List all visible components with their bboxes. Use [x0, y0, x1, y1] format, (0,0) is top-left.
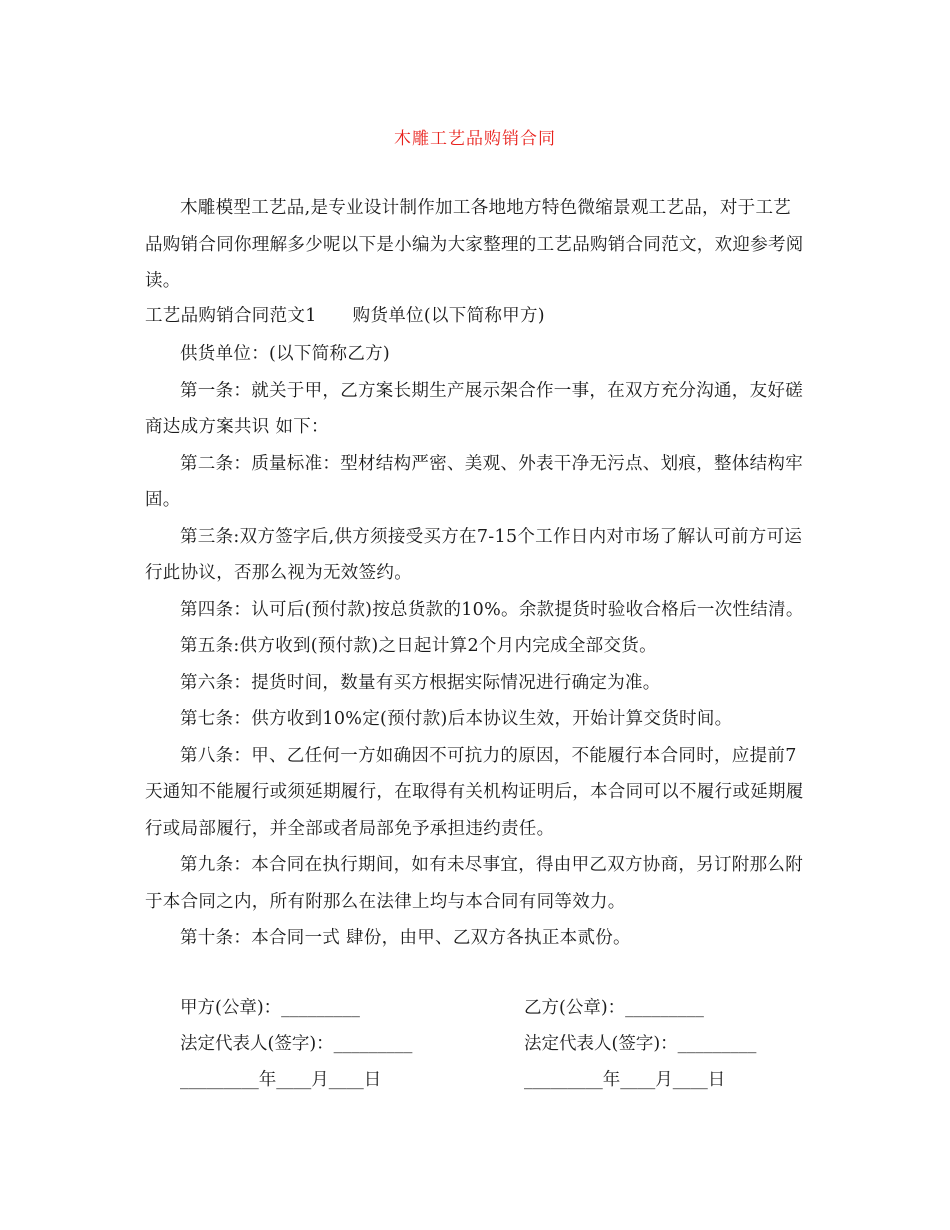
clause-2: 第二条：质量标准：型材结构严密、美观、外表干净无污点、划痕，整体结构牢固。	[145, 453, 803, 510]
sample-title: 工艺品购销合同范文1	[145, 306, 317, 326]
buyer-line: 购货单位(以下简称甲方)	[352, 306, 545, 326]
sample-heading-line	[145, 298, 805, 335]
supplier-line: 供货单位：(以下简称乙方)	[180, 344, 391, 364]
clause-10: 第十条：本合同一式 肆份，由甲、乙双方各执正本贰份。	[180, 928, 631, 948]
party-a-seal: 甲方(公章)：_________	[180, 998, 360, 1018]
clause-8: 第八条：甲、乙任何一方如确因不可抗力的原因，不能履行本合同时，应提前7天通知不能履行或须延期履行，在取得有关机构证明后，本合同可以不履行或延期履行或局部履行，并全部或者局部免予承担违约责任。	[145, 745, 804, 839]
intro-paragraph	[145, 190, 805, 300]
party-b-seal: 乙方(公章)：_________	[524, 998, 704, 1018]
party-a-date: _________年____月____日	[180, 1070, 382, 1090]
clause-3: 第三条:双方签字后,供方须接受买方在7-15个工作日内对市场了解认可前方可运行此协议，否那么视为无效签约。	[145, 526, 803, 583]
party-a-representative: 法定代表人(签字)：_________	[180, 1034, 413, 1054]
intro-text: 木雕模型工艺品,是专业设计制作加工各地地方特色微缩景观工艺品，对于工艺品购销合同你理解多少呢以下是小编为大家整理的工艺品购销合同范文，欢迎参考阅读。	[145, 198, 804, 291]
party-b-representative: 法定代表人(签字)：_________	[524, 1034, 757, 1054]
document-title: 木雕工艺品购销合同	[394, 129, 556, 149]
clauses-section	[145, 336, 805, 957]
clause-9: 第九条：本合同在执行期间，如有未尽事宜，得由甲乙双方协商，另订附那么附于本合同之内，所有附那么在法律上均与本合同有同等效力。	[145, 855, 803, 912]
clause-6: 第六条：提货时间，数量有买方根据实际情况进行确定为准。	[180, 672, 661, 693]
clause-4: 第四条：认可后(预付款)按总货款的10%。余款提货时验收合格后一次性结清。	[180, 599, 804, 620]
clause-5: 第五条:供方收到(预付款)之日起计算2个月内完成全部交货。	[180, 636, 657, 656]
clause-7: 第七条：供方收到10%定(预付款)后本协议生效，开始计算交货时间。	[180, 709, 733, 729]
clause-1: 第一条：就关于甲，乙方案长期生产展示架合作一事，在双方充分沟通，友好磋商达成方案共识 如下：	[145, 380, 803, 437]
party-b-date: _________年____月____日	[524, 1070, 726, 1090]
